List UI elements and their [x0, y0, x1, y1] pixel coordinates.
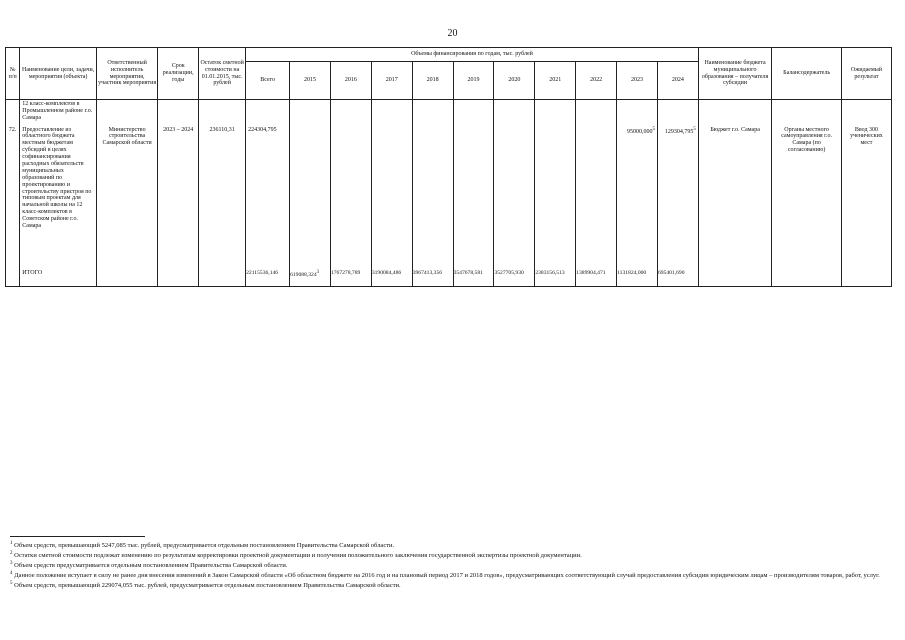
- footnote-mark: 5: [10, 580, 13, 586]
- header-recipient: Наименование бюджета муниципального образования – получателя субсидии: [698, 48, 772, 100]
- row-72-2023-value: 95000,000: [626, 128, 653, 135]
- footnote-ref: 5: [693, 126, 696, 132]
- table-row-total: [6, 269, 892, 287]
- footnote-ref: 3: [316, 269, 319, 275]
- total-2019: 3547678,581: [453, 269, 494, 287]
- total-all: 22115536,146: [246, 269, 290, 287]
- header-funding-group: Объемы финансирования по годам, тыс. рублей: [246, 48, 699, 62]
- row-72-num: 72.: [6, 126, 20, 269]
- total-2015: [290, 269, 331, 287]
- footnote-text: Данное положение вступает в силу не ранее дня внесения изменений в Закон Самарской области «Об областном бюджете на 2016 год и на плановый период 2017 и 2018 годов», предусматривающих соответствующий случай предоставления субсидии юридическим лицам – производителям товаров, работ, услуг.: [14, 571, 880, 579]
- header-result: Ожидаемый результат: [841, 48, 891, 100]
- total-2022: 1389904,471: [576, 269, 617, 287]
- row-72-recipient: Бюджет г.о. Самара: [698, 126, 772, 269]
- budget-table-wrapper: [5, 47, 892, 287]
- footnote-mark: 1: [10, 541, 13, 546]
- table-row-72: [6, 126, 892, 269]
- row-72-executor: Министерство строительства Самарской области: [96, 126, 157, 269]
- footnote-text: Объем средств предусматривается отдельным постановлением Правительства Самарской области.: [14, 562, 288, 569]
- total-2024: 695401,690: [657, 269, 698, 287]
- row-72-2023: [617, 126, 658, 269]
- footnote: [10, 541, 892, 551]
- row-72-total: 224304,795: [246, 126, 290, 269]
- total-2016: 1767278,789: [330, 269, 371, 287]
- row-72-name: Предоставление из областного бюджета местным бюджетам субсидий в целях софинансирования расходных обязательств муниципальных образований по проектированию и строительству пристроя по типовым проектам для начальной школы на 12 класс-комплектов в Советском районе г.о. Самара: [20, 126, 97, 269]
- footnote: [10, 581, 892, 591]
- footnote-text: Остатки сметной стоимости подлежат изменению по результатам корректировки проектной документации и получения положительного заключения государственной экспертизы проектной документации.: [14, 552, 582, 560]
- total-label: ИТОГО: [20, 269, 97, 287]
- header-name: Наименование цели, задачи, мероприятия (объекта): [20, 48, 97, 100]
- header-num: № п/п: [6, 48, 20, 100]
- header-year: 2023: [617, 62, 658, 100]
- header-year: 2017: [371, 62, 412, 100]
- footnote: [10, 561, 892, 571]
- continued-row-name: 12 класс-комплектов в Промышленном районе г.о. Самара: [20, 100, 97, 126]
- row-72-result: Ввод 300 ученических мест: [841, 126, 891, 269]
- header-year: 2024: [657, 62, 698, 100]
- footnote-ref: 5: [652, 126, 655, 132]
- total-2020: 3527705,930: [494, 269, 535, 287]
- row-72-2024: [657, 126, 698, 269]
- header-total: Всего: [246, 62, 290, 100]
- footnote: [10, 551, 892, 561]
- footnote-mark: 2: [10, 550, 13, 556]
- row-72-holder: Органы местного самоуправления г.о. Самара (по согласованию): [772, 126, 841, 269]
- header-year: 2016: [330, 62, 371, 100]
- header-year: 2015: [290, 62, 331, 100]
- header-year: 2019: [453, 62, 494, 100]
- footnote-divider: [10, 536, 145, 537]
- page-number: 20: [447, 28, 458, 39]
- header-remainder: Остаток сметной стоимости на 01.01.2015, тыс. рублей: [199, 48, 246, 100]
- footnote-mark: 4: [10, 570, 13, 576]
- header-year: 2020: [494, 62, 535, 100]
- header-year: 2022: [576, 62, 617, 100]
- row-72-period: 2023 – 2024: [158, 126, 199, 269]
- footnote-mark: 3: [10, 560, 13, 566]
- header-year: 2018: [412, 62, 453, 100]
- total-2015-value: 619088,324: [290, 271, 317, 278]
- footnote: [10, 571, 892, 581]
- total-2018: 3967413,356: [412, 269, 453, 287]
- header-period: Срок реализации, годы: [158, 48, 199, 100]
- footnote-text: Объем средств, превышающий 229074,055 тыс. рублей, предусматривается отдельным постановлением Правительства Самарской области.: [14, 581, 401, 589]
- row-72-2024-value: 129304,795: [664, 128, 694, 135]
- header-holder: Балансодержатель: [772, 48, 841, 100]
- row-72-remainder: 236110,31: [199, 126, 246, 269]
- header-year: 2021: [535, 62, 576, 100]
- footnote-text: Объем средств, превышающий 5247,085 тыс. рублей, предусматривается отдельным постановлением Правительства Самарской области.: [14, 542, 395, 550]
- total-2023: 1131824,000: [617, 269, 658, 287]
- header-executor: Ответственный исполнитель мероприятия, участник мероприятия: [96, 48, 157, 100]
- table-row-continued: [6, 100, 892, 126]
- footnotes: [10, 541, 892, 591]
- budget-table: [5, 47, 892, 287]
- total-2021: 2383156,513: [535, 269, 576, 287]
- total-2017: 3190084,486: [371, 269, 412, 287]
